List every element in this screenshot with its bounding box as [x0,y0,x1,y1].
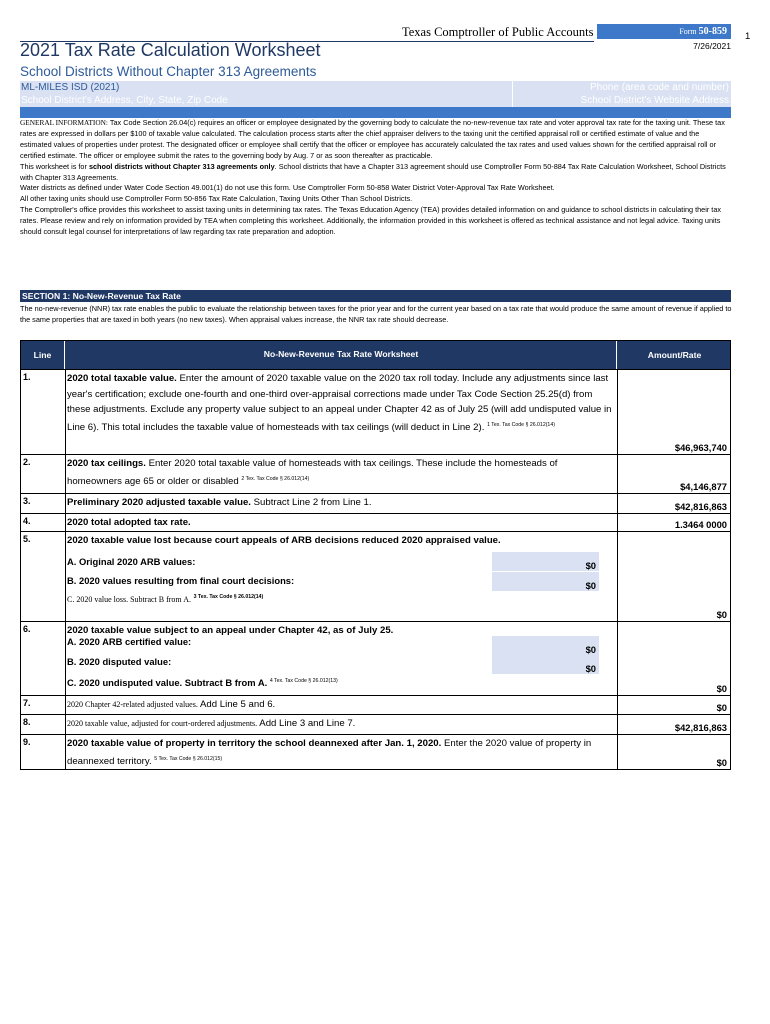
column-header-worksheet: No-New-Revenue Tax Rate Worksheet [66,341,617,369]
column-header-line: Line [21,341,65,369]
bar-divider [512,81,513,94]
form-prefix: Form [679,27,697,36]
general-info-p1: GENERAL INFORMATION: Tax Code Section 26.04(c) requires an officer or employee designated by the governing body to calculate the no-new-revenue tax rate and voter approval tax rate for the taxing unit. These tax rates are expressed in dollars per $100 of taxable value calculated. The calculation process starts after the chief appraiser delivers to the taxing unit the certified appraisal roll or certified estimate of value and the estimated values of properties under protest. The designated officer or employee shall certify that the officer or employee has accurately calculated the tax rates and used values shown for the certified appraisal roll or certified estimate. The officer or employee submit the rates to the governing body by Aug. 7 or as soon thereafter as practicable. [20,118,725,160]
table-header [21,341,730,369]
table-row [21,714,730,734]
sub-line-b-input[interactable]: $0 [492,655,599,674]
amount-value[interactable]: $0 [716,609,727,620]
table-row [21,734,730,769]
amount-value[interactable]: 1.3464 0000 [674,519,727,530]
sub-line-a: A. 2020 ARB certified value: [67,636,192,647]
footnote: 5 Tex. Tax Code § 26.012(15) [154,755,223,762]
sub-line-c: C. 2020 value loss. Subtract B from A. $^{3 Tex. Tax Code \S 26.012(14)}$ [67,594,264,604]
sub-line-a: A. Original 2020 ARB values: [67,556,196,567]
header-rule [20,107,731,118]
table-row [21,695,730,714]
section-1-title: SECTION 1: No-New-Revenue Tax Rate [20,290,731,302]
table-row [21,513,730,531]
line-number: 2. [23,457,31,467]
amount-value[interactable]: $46,963,740 [674,442,727,453]
general-information [20,118,732,238]
website-field[interactable]: School District's Website Address [580,95,729,106]
general-info-p5: The Comptroller's office provides this worksheet to assist taxing units in determining tax rates. The Texas Education Agency (TEA) provides detailed information on and guidance to school districts in calculating their tax rates. Please review and rely on information provided by TEA when completing this worksheet. Additionally, the information provided in this worksheet is offered as technical assistance and not legal advice. Taxing units should consult legal counsel for interpretations of law regarding tax rate preparation and adoption. [20,205,722,237]
line-description: Preliminary 2020 adjusted taxable value. Subtract Line 2 from Line 1. [67,497,372,508]
bar-divider [512,94,513,107]
table-row [21,454,730,493]
page-number: 1 [745,31,751,42]
general-info-p3: Water districts as defined under Water Code Section 49.001(1) do not use this form. Use Comptroller Form 50-858 Water District Voter-Approval Tax Rate Worksheet. [20,183,555,193]
amount-value[interactable]: $0 [716,757,727,768]
sub-line-a-input[interactable]: $0 [492,636,599,655]
phone-field[interactable]: Phone (area code and number) [590,82,729,93]
line-description: 2020 taxable value subject to an appeal under Chapter 42, as of July 25. [67,625,394,636]
page-subtitle: School Districts Without Chapter 313 Agreements [20,64,317,79]
line-number: 6. [23,624,31,634]
taxing-unit-name-field[interactable]: ML-MILES ISD (2021) [21,82,120,93]
address-bar [20,94,731,107]
sub-line-a-input[interactable]: $0 [492,552,599,571]
sub-line-b: B. 2020 disputed value: [67,656,172,667]
taxing-unit-bar [20,81,731,94]
line-number: 5. [23,534,31,544]
line-description: 2020 Chapter 42-related adjusted values. Add Line 5 and 6. [67,699,276,710]
general-info-lead: GENERAL INFORMATION: [20,118,108,127]
general-info-p2: This worksheet is for school districts without Chapter 313 agreements only. School districts that have a Chapter 313 agreement should use Comptroller Form 50-884 Tax Rate Calculation Worksheet, School Districts with Chapter 313 Agreements. [20,161,726,182]
line-description: 2020 total taxable value. Enter the amount of 2020 taxable value on the 2020 tax roll today. Include any adjustments since last year's certification; exclude one-fourth and one-third over-appraisal corrections made under Tax Code Section 25.25(d) from these adjustments. Exclude any property value subject to an appeal under Chapter 42 as of July 25 (will add undisputed value in Line 6). This total includes the taxable value of homesteads with tax ceilings (will deduct in Line 2). $^{1 Tex. Tax Code \S 26.012(14)}$ [67,373,612,433]
table-row [21,369,730,454]
footnote: 2 Tex. Tax Code § 26.012(14) [241,475,310,482]
amount-value[interactable]: $42,816,863 [674,501,727,512]
page-title: 2021 Tax Rate Calculation Worksheet [20,40,321,60]
line-number: 9. [23,737,31,747]
line-number: 3. [23,496,31,506]
agency-name: Texas Comptroller of Public Accounts [402,25,594,39]
footnote: 1 Tex. Tax Code § 26.012(14) [487,421,555,428]
table-row [21,493,730,513]
section-1-description: The no-new-revenue (NNR) tax rate enables the public to evaluate the relationship between taxes for the prior year and for the current year based on a tax rate that would produce the same amount of revenue if applied to the same properties that are taxed in both years (no new taxes). When appraisal values increase, the NNR tax rate should decrease. [20,304,732,324]
line-description: 2020 tax ceilings. Enter 2020 total taxable value of homesteads with tax ceilings. These include the homesteads of homeowners age 65 or older or disabled $^{2 Tex. Tax Code \S 26.012(14)}$ [67,458,558,487]
table-row [21,621,730,695]
sub-line-b: B. 2020 values resulting from final court decisions: [67,575,295,586]
address-field[interactable]: School District's Address, City, State, Zip Code [21,95,228,106]
worksheet-table [20,340,731,770]
column-header-amount: Amount/Rate [647,350,702,360]
line-description: 2020 taxable value of property in territory the school deannexed after Jan. 1, 2020. Enter the 2020 value of property in deannexed territory. $^{5 Tex. Tax Code \S 26.012(15)}$ [67,738,592,767]
line-description: 2020 total adopted tax rate. [67,517,191,528]
amount-value[interactable]: $0 [716,702,727,713]
line-number: 8. [23,717,31,727]
line-description: 2020 taxable value, adjusted for court-ordered adjustments. Add Line 3 and Line 7. [67,718,356,729]
line-number: 7. [23,698,31,708]
sub-line-b-input[interactable]: $0 [492,572,599,591]
line-description: 2020 taxable value lost because court appeals of ARB decisions reduced 2020 appraised value. [67,535,501,546]
form-number-badge [597,24,731,39]
line-number: 1. [23,372,31,382]
line-number: 4. [23,516,31,526]
amount-value[interactable]: $0 [716,683,727,694]
form-number: 50-859 [698,26,727,37]
amount-value[interactable]: $42,816,863 [674,722,727,733]
amount-value[interactable]: $4,146,877 [680,481,727,492]
sub-line-c: C. 2020 undisputed value. Subtract B from A. $^{4 Tex. Tax Code \S 26.012(13)}$ [67,677,338,688]
general-info-p4: All other taxing units should use Comptroller Form 50-856 Tax Rate Calculation, Taxing Units Other Than School Districts. [20,194,413,204]
form-date: 7/26/2021 [693,41,731,51]
table-row [21,531,730,621]
